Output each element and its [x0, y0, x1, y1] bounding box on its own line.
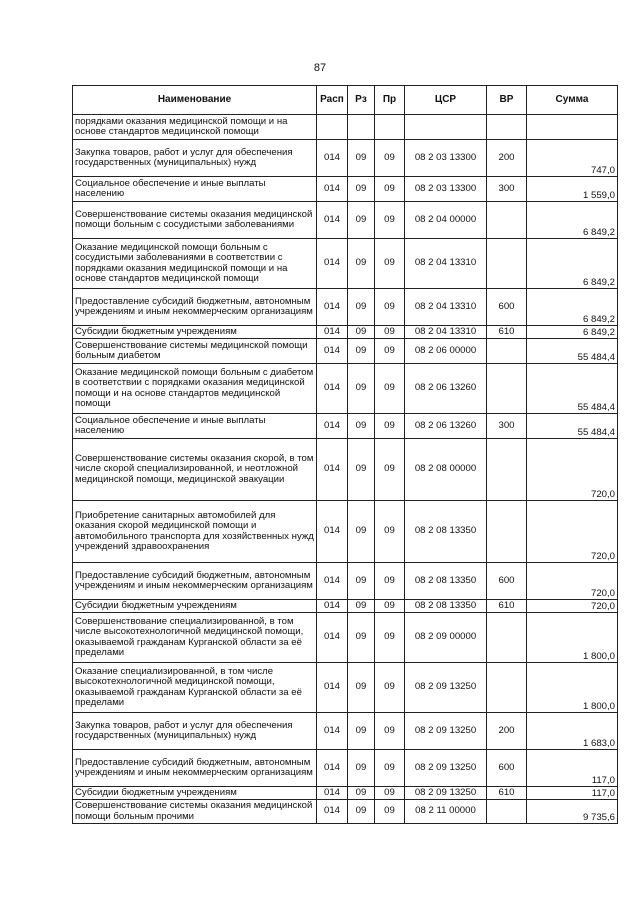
cell-rz: 09: [348, 202, 375, 239]
cell-pr: [375, 115, 405, 140]
cell-csr: 08 2 08 13350: [405, 501, 487, 563]
cell-name: Приобретение санитарных автомобилей для оказания скорой медицинской помощи и автомобильного транспорта для хозяйственных нужд учреждений здравоохранения: [73, 501, 317, 563]
cell-rasp: 014: [317, 750, 348, 787]
cell-vr: 600: [487, 289, 527, 326]
cell-rasp: 014: [317, 239, 348, 289]
header-name: Наименование: [73, 86, 317, 115]
cell-sum: [527, 115, 618, 140]
cell-pr: 09: [375, 177, 405, 202]
cell-vr: 610: [487, 787, 527, 800]
table-row: [73, 663, 618, 713]
table-row: [73, 339, 618, 364]
cell-vr: [487, 202, 527, 239]
cell-csr: 08 2 09 13250: [405, 713, 487, 750]
cell-rz: 09: [348, 563, 375, 600]
cell-rasp: 014: [317, 177, 348, 202]
header-rasp: Расп: [317, 86, 348, 115]
cell-sum: 1 683,0: [527, 713, 618, 750]
table-row: [73, 239, 618, 289]
cell-rasp: 014: [317, 563, 348, 600]
cell-sum: 720,0: [527, 600, 618, 613]
cell-sum: 747,0: [527, 140, 618, 177]
table-row: [73, 177, 618, 202]
cell-pr: 09: [375, 750, 405, 787]
cell-csr: 08 2 06 13260: [405, 414, 487, 439]
cell-vr: 300: [487, 414, 527, 439]
cell-sum: 6 849,2: [527, 202, 618, 239]
cell-sum: 720,0: [527, 501, 618, 563]
cell-csr: 08 2 03 13300: [405, 140, 487, 177]
header-vr: ВР: [487, 86, 527, 115]
cell-sum: 1 559,0: [527, 177, 618, 202]
cell-name: Оказание специализированной, в том числе высокотехнологичной медицинской помощи, оказываемой гражданам Курганской области за её пределами: [73, 663, 317, 713]
table-row: [73, 600, 618, 613]
cell-name: Социальное обеспечение и иные выплаты населению: [73, 177, 317, 202]
cell-rz: 09: [348, 339, 375, 364]
cell-vr: 300: [487, 177, 527, 202]
cell-name: Субсидии бюджетным учреждениям: [73, 326, 317, 339]
cell-pr: 09: [375, 289, 405, 326]
cell-csr: 08 2 03 13300: [405, 177, 487, 202]
cell-csr: 08 2 09 00000: [405, 613, 487, 663]
cell-csr: 08 2 04 13310: [405, 239, 487, 289]
cell-pr: 09: [375, 563, 405, 600]
cell-rasp: 014: [317, 713, 348, 750]
table-row: [73, 414, 618, 439]
cell-pr: 09: [375, 140, 405, 177]
cell-rz: 09: [348, 713, 375, 750]
cell-rasp: 014: [317, 414, 348, 439]
cell-name: Совершенствование системы оказания медицинской помощи больным прочими: [73, 800, 317, 824]
cell-sum: 720,0: [527, 439, 618, 501]
cell-csr: 08 2 09 13250: [405, 750, 487, 787]
cell-rz: 09: [348, 750, 375, 787]
cell-pr: 09: [375, 414, 405, 439]
cell-sum: 6 849,2: [527, 326, 618, 339]
cell-vr: 610: [487, 600, 527, 613]
cell-rasp: 014: [317, 800, 348, 824]
table-row: [73, 501, 618, 563]
cell-pr: 09: [375, 202, 405, 239]
cell-pr: 09: [375, 713, 405, 750]
table-body: [73, 115, 618, 824]
cell-rz: 09: [348, 663, 375, 713]
table-row: [73, 439, 618, 501]
cell-pr: 09: [375, 600, 405, 613]
cell-name: Предоставление субсидий бюджетным, автономным учреждениям и иным некоммерческим организациям: [73, 289, 317, 326]
cell-rz: 09: [348, 326, 375, 339]
cell-csr: 08 2 08 13350: [405, 563, 487, 600]
cell-vr: 600: [487, 750, 527, 787]
cell-pr: 09: [375, 501, 405, 563]
table-header-row: [73, 86, 618, 115]
header-sum: Сумма: [527, 86, 618, 115]
table-row: [73, 115, 618, 140]
cell-rasp: 014: [317, 140, 348, 177]
cell-vr: 200: [487, 713, 527, 750]
cell-rz: 09: [348, 613, 375, 663]
cell-rasp: 014: [317, 326, 348, 339]
cell-name: Совершенствование системы медицинской помощи больным диабетом: [73, 339, 317, 364]
cell-pr: 09: [375, 663, 405, 713]
cell-rz: 09: [348, 177, 375, 202]
table-row: [73, 787, 618, 800]
cell-rasp: 014: [317, 613, 348, 663]
cell-name: Оказание медицинской помощи больным с диабетом в соответствии с порядками оказания медицинской помощи и на основе стандартов медицинской помощи: [73, 364, 317, 414]
cell-sum: 720,0: [527, 563, 618, 600]
cell-vr: [487, 364, 527, 414]
header-csr: ЦСР: [405, 86, 487, 115]
cell-csr: 08 2 08 00000: [405, 439, 487, 501]
cell-rz: 09: [348, 439, 375, 501]
cell-csr: [405, 115, 487, 140]
table-row: [73, 326, 618, 339]
cell-vr: [487, 501, 527, 563]
cell-vr: [487, 115, 527, 140]
cell-rasp: 014: [317, 787, 348, 800]
cell-name: порядками оказания медицинской помощи и на основе стандартов медицинской помощи: [73, 115, 317, 140]
cell-vr: 610: [487, 326, 527, 339]
cell-csr: 08 2 04 13310: [405, 326, 487, 339]
cell-sum: 6 849,2: [527, 239, 618, 289]
table-row: [73, 713, 618, 750]
cell-rz: 09: [348, 289, 375, 326]
cell-rz: 09: [348, 140, 375, 177]
cell-rasp: 014: [317, 501, 348, 563]
cell-name: Оказание медицинской помощи больным с сосудистыми заболеваниями в соответствии с порядками оказания медицинской помощи и на основе стандартов медицинской помощи: [73, 239, 317, 289]
cell-sum: 1 800,0: [527, 613, 618, 663]
cell-rasp: 014: [317, 289, 348, 326]
cell-vr: [487, 800, 527, 824]
cell-rz: 09: [348, 239, 375, 289]
cell-pr: 09: [375, 613, 405, 663]
cell-vr: [487, 339, 527, 364]
cell-vr: 600: [487, 563, 527, 600]
table-row: [73, 364, 618, 414]
cell-rasp: 014: [317, 364, 348, 414]
table-row: [73, 563, 618, 600]
cell-csr: 08 2 09 13250: [405, 663, 487, 713]
cell-sum: 117,0: [527, 750, 618, 787]
cell-vr: [487, 239, 527, 289]
cell-pr: 09: [375, 339, 405, 364]
cell-rz: 09: [348, 600, 375, 613]
cell-name: Субсидии бюджетным учреждениям: [73, 787, 317, 800]
table-row: [73, 800, 618, 824]
cell-rz: [348, 115, 375, 140]
cell-pr: 09: [375, 787, 405, 800]
cell-name: Совершенствование системы оказания скорой, в том числе скорой специализированной, и неотложной медицинской помощи, медицинской эвакуации: [73, 439, 317, 501]
cell-name: Предоставление субсидий бюджетным, автономным учреждениям и иным некоммерческим организациям: [73, 563, 317, 600]
table-row: [73, 289, 618, 326]
cell-vr: [487, 439, 527, 501]
cell-csr: 08 2 06 13260: [405, 364, 487, 414]
cell-sum: 55 484,4: [527, 364, 618, 414]
cell-pr: 09: [375, 439, 405, 501]
table-row: [73, 140, 618, 177]
cell-rz: 09: [348, 787, 375, 800]
cell-sum: 117,0: [527, 787, 618, 800]
cell-vr: 200: [487, 140, 527, 177]
cell-rz: 09: [348, 414, 375, 439]
cell-name: Закупка товаров, работ и услуг для обеспечения государственных (муниципальных) нужд: [73, 713, 317, 750]
cell-pr: 09: [375, 364, 405, 414]
cell-name: Совершенствование специализированной, в том числе высокотехнологичной медицинской помощи, оказываемой гражданам Курганской области за её пределами: [73, 613, 317, 663]
cell-sum: 9 735,6: [527, 800, 618, 824]
cell-csr: 08 2 11 00000: [405, 800, 487, 824]
cell-rz: 09: [348, 501, 375, 563]
cell-csr: 08 2 06 00000: [405, 339, 487, 364]
cell-name: Закупка товаров, работ и услуг для обеспечения государственных (муниципальных) нужд: [73, 140, 317, 177]
cell-rasp: 014: [317, 202, 348, 239]
table-row: [73, 613, 618, 663]
cell-sum: 6 849,2: [527, 289, 618, 326]
cell-rasp: 014: [317, 663, 348, 713]
cell-rz: 09: [348, 800, 375, 824]
cell-pr: 09: [375, 800, 405, 824]
cell-pr: 09: [375, 239, 405, 289]
cell-rasp: 014: [317, 339, 348, 364]
cell-rasp: [317, 115, 348, 140]
cell-vr: [487, 663, 527, 713]
cell-name: Предоставление субсидий бюджетным, автономным учреждениям и иным некоммерческим организациям: [73, 750, 317, 787]
cell-sum: 55 484,4: [527, 414, 618, 439]
table-row: [73, 750, 618, 787]
cell-csr: 08 2 08 13350: [405, 600, 487, 613]
cell-name: Совершенствование системы оказания медицинской помощи больным с сосудистыми заболеваниями: [73, 202, 317, 239]
cell-sum: 55 484,4: [527, 339, 618, 364]
table-row: [73, 202, 618, 239]
cell-csr: 08 2 09 13250: [405, 787, 487, 800]
cell-rasp: 014: [317, 600, 348, 613]
page-number: 87: [313, 62, 327, 74]
cell-name: Субсидии бюджетным учреждениям: [73, 600, 317, 613]
cell-sum: 1 800,0: [527, 663, 618, 713]
cell-name: Социальное обеспечение и иные выплаты населению: [73, 414, 317, 439]
header-pr: Пр: [375, 86, 405, 115]
budget-table: [72, 85, 618, 824]
cell-csr: 08 2 04 00000: [405, 202, 487, 239]
cell-vr: [487, 613, 527, 663]
cell-pr: 09: [375, 326, 405, 339]
cell-rz: 09: [348, 364, 375, 414]
cell-rasp: 014: [317, 439, 348, 501]
header-rz: Рз: [348, 86, 375, 115]
cell-csr: 08 2 04 13310: [405, 289, 487, 326]
